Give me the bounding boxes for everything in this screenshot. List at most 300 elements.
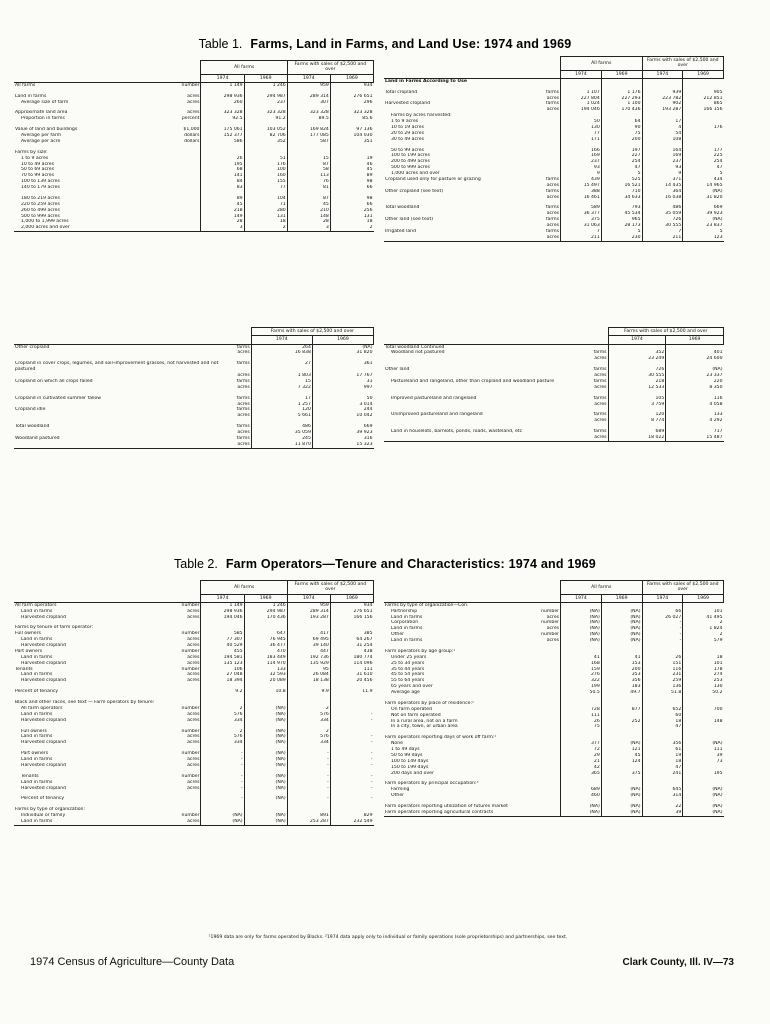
value-cell: 3 014 xyxy=(312,402,373,408)
value-cell: 227 293 xyxy=(601,96,642,102)
value-cell: 93 xyxy=(642,165,683,171)
value-cell: 231 xyxy=(642,672,683,678)
row-label: Harvested cropland xyxy=(21,678,67,684)
value-cell: 28 xyxy=(287,219,330,225)
value-cell: 168 xyxy=(561,661,602,667)
value-cell: 334 xyxy=(287,740,330,746)
value-cell: 18 xyxy=(330,219,373,225)
header-year: 1969 xyxy=(683,594,724,602)
value-cell: 388 xyxy=(561,189,602,195)
footnote: ¹1969 data are only for farms operated by Blacks. ²1974 data apply only to individual or family operations (sole proprietorships) and partnerships, see text. xyxy=(208,935,568,940)
row-label: Pastureland and rangeland, other than cropland and woodland pasture xyxy=(391,378,555,384)
value-cell: - xyxy=(330,751,373,757)
header-blank xyxy=(384,57,561,79)
value-cell: 40 529 xyxy=(201,643,244,649)
value-cell: 169 824 xyxy=(287,127,330,133)
value-cell: 334 xyxy=(201,718,244,724)
row-label: Percent of tenancy xyxy=(21,796,65,802)
row-unit: number xyxy=(181,602,200,608)
value-cell: (NA) xyxy=(244,819,287,825)
value-cell: 130 xyxy=(683,684,724,690)
value-cell: 171 xyxy=(561,137,602,143)
value-cell: 35 059 xyxy=(251,430,312,436)
value-cell: 17 xyxy=(251,396,312,402)
row-label: Farm operators by age group:¹ xyxy=(385,648,456,654)
value-cell: 34 633 xyxy=(601,195,642,201)
header-all-farms: All farms xyxy=(201,61,287,75)
value-cell: 75 xyxy=(601,131,642,137)
value-cell: 121 xyxy=(601,747,642,753)
value-cell: 64 267 xyxy=(330,637,373,643)
value-cell: 166 xyxy=(561,148,602,154)
row-label: Other land (see text) xyxy=(385,217,434,223)
value-cell: 353 xyxy=(601,672,642,678)
value-cell: 200 xyxy=(601,667,642,673)
value-cell: 183 xyxy=(601,684,642,690)
value-cell: 11.9 xyxy=(330,689,373,695)
value-cell: (NA) xyxy=(561,626,602,632)
value-cell: 877 xyxy=(601,707,642,713)
value-cell: 176 xyxy=(683,125,724,131)
row-unit: number xyxy=(181,705,200,711)
row-unit: acres xyxy=(546,95,560,101)
value-cell: 438 xyxy=(330,649,373,655)
row-label: Farms by size: xyxy=(15,149,48,155)
value-cell: 959 xyxy=(287,602,330,608)
row-label: Total woodland Continued xyxy=(385,344,445,350)
row-unit: farms xyxy=(593,350,607,356)
value-cell: 298 936 xyxy=(201,94,244,100)
value-cell: 91.2 xyxy=(244,116,287,122)
value-cell: (NA) xyxy=(601,793,642,799)
row-label: 30 to 49 acres xyxy=(391,136,425,142)
header-year: 1969 xyxy=(601,594,642,602)
value-cell: 14 435 xyxy=(642,183,683,189)
value-cell: 123 xyxy=(683,235,724,241)
value-cell: 829 xyxy=(330,813,373,819)
value-cell: 120 xyxy=(251,407,312,413)
row-label: 260 to 499 acres xyxy=(21,207,60,213)
value-cell: 170 436 xyxy=(601,107,642,113)
value-cell: 27 xyxy=(251,361,312,373)
value-cell: 133 xyxy=(244,667,287,673)
value-cell: 10.8 xyxy=(244,689,287,695)
value-cell: 31 820 xyxy=(683,195,724,201)
value-cell: 50.5 xyxy=(561,690,602,696)
table2-title: Table 2. Farm Operators—Tenure and Characteristics: 1974 and 1969 xyxy=(174,557,596,571)
row-label: Woodland not pastured xyxy=(391,350,445,356)
value-cell: 259 xyxy=(642,678,683,684)
row-label: Tenants xyxy=(15,666,33,672)
value-cell: 460 xyxy=(561,793,602,799)
row-label: 1,000 acres and over xyxy=(391,171,440,177)
value-cell: - xyxy=(330,796,373,802)
table1-left xyxy=(14,60,374,232)
row-unit: acres xyxy=(594,435,607,441)
row-label: Individual or family xyxy=(21,813,66,819)
header-year: 1974 xyxy=(287,594,330,602)
value-cell: 9 xyxy=(561,171,602,177)
value-cell: (NA) xyxy=(244,796,287,802)
value-cell: 90 xyxy=(601,125,642,131)
row-label-cell xyxy=(14,819,201,825)
value-cell: 351 xyxy=(330,139,373,145)
row-unit: acres xyxy=(187,717,200,723)
header-blank xyxy=(14,61,201,83)
row-label-cell xyxy=(384,235,561,241)
value-cell: - xyxy=(287,757,330,763)
row-label: Land in farms xyxy=(391,614,423,620)
value-cell: (NA) xyxy=(244,706,287,712)
value-cell: - xyxy=(642,638,683,644)
value-cell: 700 xyxy=(683,707,724,713)
row-label: 1 to 49 days xyxy=(391,747,420,753)
row-label: 200 to 499 acres xyxy=(391,159,430,165)
row-label: On farm operated xyxy=(391,706,432,712)
value-cell: - xyxy=(287,774,330,780)
row-unit: farms xyxy=(593,429,607,435)
value-cell: 1 803 xyxy=(251,373,312,379)
row-label: Harvested cropland xyxy=(21,614,67,620)
value-cell: - xyxy=(330,718,373,724)
value-cell: 252 xyxy=(601,719,642,725)
header-all-farms: All farms xyxy=(561,581,642,595)
value-cell: (NA) xyxy=(244,740,287,746)
value-cell: (NA) xyxy=(244,780,287,786)
row-label: All farm operators xyxy=(15,602,57,608)
value-cell: 87 xyxy=(287,162,330,168)
value-cell: 20 456 xyxy=(330,678,373,684)
value-cell: 93 xyxy=(561,165,602,171)
value-cell: (NA) xyxy=(683,189,724,195)
value-cell: (NA) xyxy=(601,632,642,638)
value-cell: 470 xyxy=(244,649,287,655)
value-cell: 106 xyxy=(201,667,244,673)
value-cell: 39 923 xyxy=(312,430,373,436)
row-label: 1 to 9 acres xyxy=(21,155,49,161)
value-cell: 210 xyxy=(287,208,330,214)
header-all-farms: All farms xyxy=(201,581,287,595)
value-cell: - xyxy=(330,712,373,718)
value-cell: 576 xyxy=(287,712,330,718)
table-row xyxy=(14,819,374,825)
value-cell: 18 xyxy=(642,759,683,765)
value-cell: - xyxy=(201,774,244,780)
value-cell: 108 xyxy=(642,137,683,143)
value-cell: 14 965 xyxy=(683,183,724,189)
value-cell: 323 328 xyxy=(201,110,244,116)
row-label: Land in farms xyxy=(21,819,53,825)
row-label: Harvested cropland xyxy=(21,643,67,649)
row-unit: acres xyxy=(187,785,200,791)
value-cell: 164 xyxy=(642,148,683,154)
value-cell: 3 xyxy=(287,225,330,231)
value-cell: 195 xyxy=(683,771,724,777)
value-cell: (NA) xyxy=(601,638,642,644)
value-cell: 18 394 xyxy=(201,678,244,684)
value-cell: 9 xyxy=(642,171,683,177)
value-cell: 60 xyxy=(642,713,683,719)
value-cell: 296 xyxy=(330,100,373,106)
row-label: Part owners xyxy=(21,751,49,757)
value-cell: 36 377 xyxy=(561,211,602,217)
value-cell: 316 xyxy=(312,436,373,442)
value-cell: 254 xyxy=(601,159,642,165)
row-label: In a city, town, or urban area xyxy=(391,724,458,730)
value-cell: 177 xyxy=(683,148,724,154)
value-cell: 111 xyxy=(683,747,724,753)
row-label: Unimproved pastureland and rangeland xyxy=(391,412,483,418)
row-unit: acres xyxy=(594,401,607,407)
value-cell: 23 837 xyxy=(683,223,724,229)
value-cell: 652 xyxy=(642,707,683,713)
row-label: Land in farms xyxy=(21,779,53,785)
value-cell: 276 xyxy=(561,672,602,678)
row-unit: acres xyxy=(546,234,560,240)
value-cell: 47 xyxy=(683,165,724,171)
value-cell: 669 xyxy=(683,205,724,211)
row-label-cell xyxy=(14,225,201,231)
value-cell: 15 xyxy=(287,156,330,162)
value-cell: - xyxy=(287,780,330,786)
value-cell: 253 287 xyxy=(287,819,330,825)
value-cell: (NA) xyxy=(561,609,602,615)
value-cell: 111 xyxy=(561,713,602,719)
value-cell: 11 870 xyxy=(251,442,312,448)
table1-right xyxy=(384,56,724,242)
row-label: Average size of farm xyxy=(21,99,69,105)
row-label-cell xyxy=(14,361,251,373)
row-unit: number xyxy=(541,620,560,626)
row-label: All farms xyxy=(15,82,36,88)
value-cell: 294 987 xyxy=(244,94,287,100)
header-sales-farms: Farms with sales of $2,500 and over xyxy=(287,581,373,595)
value-cell: 166 156 xyxy=(683,107,724,113)
value-cell: (NA) xyxy=(244,763,287,769)
value-cell: 586 xyxy=(201,139,244,145)
row-unit: farms xyxy=(236,424,250,430)
value-cell: (NA) xyxy=(244,734,287,740)
value-cell: (NA) xyxy=(561,615,602,621)
value-cell: 356 xyxy=(601,678,642,684)
row-unit: farms xyxy=(545,228,560,234)
row-label: Irrigated land xyxy=(385,228,416,234)
value-cell: 9.2 xyxy=(201,689,244,695)
value-cell: 298 936 xyxy=(201,609,244,615)
row-label: 10 to 19 acres xyxy=(391,124,425,130)
value-cell: 16 038 xyxy=(642,195,683,201)
value-cell: (NA) xyxy=(561,620,602,626)
value-cell: 274 xyxy=(683,672,724,678)
header-year: 1969 xyxy=(244,594,287,602)
value-cell: 4 058 xyxy=(666,402,724,408)
value-cell: 232 549 xyxy=(330,819,373,825)
value-cell: 375 xyxy=(561,217,602,223)
row-label: 20 to 29 acres xyxy=(391,130,425,136)
value-cell: 152 377 xyxy=(201,133,244,139)
value-cell: 1 107 xyxy=(561,90,602,96)
value-cell: 131 xyxy=(330,214,373,220)
value-cell: 934 xyxy=(330,602,373,608)
value-cell: 1 246 xyxy=(244,602,287,608)
header-sales-farms: Farms with sales of $2,500 and over xyxy=(642,581,723,595)
value-cell: 31 063 xyxy=(561,223,602,229)
table1-lower-left xyxy=(14,327,374,449)
header-year: 1974 xyxy=(287,74,330,82)
row-label: Farming xyxy=(391,787,410,793)
value-cell: 51 xyxy=(244,156,287,162)
value-cell: - xyxy=(201,780,244,786)
value-cell: 148 xyxy=(683,719,724,725)
row-unit: acres xyxy=(187,711,200,717)
value-cell: 218 xyxy=(608,379,666,385)
value-cell: (NA) xyxy=(683,787,724,793)
value-cell: 47 xyxy=(642,724,683,730)
value-cell: 16 838 xyxy=(251,350,312,356)
value-cell: 31 254 xyxy=(330,643,373,649)
row-label: Harvested cropland xyxy=(385,101,431,107)
value-cell: 645 xyxy=(642,787,683,793)
value-cell: 114 970 xyxy=(244,661,287,667)
row-label: Land in farms xyxy=(21,654,53,660)
value-cell: 66 xyxy=(330,202,373,208)
row-label: 35 to 44 years xyxy=(391,666,425,672)
value-cell: 66 xyxy=(642,609,683,615)
table-row xyxy=(384,435,724,441)
value-cell: 576 xyxy=(201,712,244,718)
value-cell: 45 xyxy=(201,202,244,208)
value-cell: 136 xyxy=(642,684,683,690)
header-year: 1974 xyxy=(251,336,312,344)
row-label: 50 to 69 acres xyxy=(21,167,55,173)
value-cell: 669 xyxy=(312,424,373,430)
value-cell: 41 xyxy=(561,655,602,661)
value-cell: (NA) xyxy=(244,751,287,757)
row-label: Farms by type of organization: xyxy=(15,807,85,813)
value-cell: (NA) xyxy=(601,609,642,615)
value-cell: 3 xyxy=(201,225,244,231)
value-cell: 20 089 xyxy=(244,678,287,684)
value-cell: 18 xyxy=(244,219,287,225)
value-cell: 104 xyxy=(244,196,287,202)
table-row xyxy=(14,442,374,448)
value-cell: 194 046 xyxy=(201,615,244,621)
value-cell: 227 804 xyxy=(561,96,602,102)
value-cell: 19 xyxy=(330,156,373,162)
row-unit: acres xyxy=(187,779,200,785)
row-label: Farm operators by place of residence:² xyxy=(385,700,474,706)
row-unit: farms xyxy=(236,407,250,413)
value-cell: 104 030 xyxy=(330,133,373,139)
row-label: 500 to 999 acres xyxy=(391,165,430,171)
row-label: 45 to 54 years xyxy=(391,672,425,678)
row-unit: acres xyxy=(594,373,607,379)
value-cell: 2 xyxy=(683,620,724,626)
header-blank xyxy=(14,581,201,603)
header-year: 1969 xyxy=(666,336,724,344)
value-cell: 149 xyxy=(201,214,244,220)
value-cell: (NA) xyxy=(561,804,602,810)
value-cell: 902 xyxy=(642,101,683,107)
table2-left xyxy=(14,580,374,826)
row-label: 70 to 99 acres xyxy=(21,173,55,179)
row-unit: farms xyxy=(593,395,607,401)
value-cell: 710 xyxy=(601,189,642,195)
value-cell: 183 449 xyxy=(244,655,287,661)
row-unit: farms xyxy=(545,101,560,107)
value-cell: 486 xyxy=(642,205,683,211)
value-cell: 576 xyxy=(287,734,330,740)
row-unit: number xyxy=(181,751,200,757)
value-cell: 26 xyxy=(642,655,683,661)
value-cell: 54 xyxy=(642,131,683,137)
row-unit: acres xyxy=(237,384,250,390)
value-cell: 141 xyxy=(201,173,244,179)
value-cell: 997 xyxy=(312,385,373,391)
row-unit: acres xyxy=(546,638,560,644)
value-cell: 124 xyxy=(601,759,642,765)
value-cell: 192 736 xyxy=(287,655,330,661)
value-cell: - xyxy=(330,734,373,740)
row-unit: acres xyxy=(594,384,607,390)
row-label: Land in farms xyxy=(21,672,53,678)
row-label: 10 to 49 acres xyxy=(21,161,55,167)
value-cell: 95 xyxy=(287,667,330,673)
value-cell: 26 027 xyxy=(642,615,683,621)
value-cell: 160 xyxy=(244,173,287,179)
row-label: 100 to 139 acres xyxy=(21,179,60,185)
value-cell: 2 xyxy=(244,225,287,231)
row-label-cell xyxy=(384,435,608,441)
row-unit: acres xyxy=(187,819,200,825)
table-row xyxy=(384,235,724,241)
header-year: 1969 xyxy=(330,594,373,602)
header-all-farms: All farms xyxy=(561,57,642,71)
header-sales-farms: Farms with sales of $2,500 and over xyxy=(251,328,373,336)
value-cell: 193 287 xyxy=(287,615,330,621)
value-cell: 307 xyxy=(287,100,330,106)
value-cell: (NA) xyxy=(683,217,724,223)
value-cell: 728 xyxy=(561,707,602,713)
value-cell: 1 149 xyxy=(201,82,244,88)
row-label: 100 to 149 days xyxy=(391,758,429,764)
row-label: Average per acre xyxy=(21,138,61,144)
row-unit: acres xyxy=(187,757,200,763)
row-label: Farms by acres harvested: xyxy=(391,113,452,119)
row-unit: number xyxy=(181,773,200,779)
row-unit: acres xyxy=(237,373,250,379)
value-cell: (NA) xyxy=(561,632,602,638)
value-cell: 64 xyxy=(601,119,642,125)
value-cell: 170 436 xyxy=(244,615,287,621)
value-cell: (NA) xyxy=(244,718,287,724)
row-label: Proportion in farms xyxy=(21,116,65,122)
value-cell: 69 495 xyxy=(287,637,330,643)
value-cell: 155 xyxy=(244,179,287,185)
value-cell: 5 xyxy=(683,229,724,235)
value-cell: 135 929 xyxy=(287,661,330,667)
table-row xyxy=(384,810,724,816)
row-unit: acres xyxy=(187,654,200,660)
value-cell: 23 249 xyxy=(608,356,666,362)
value-cell: (NA) xyxy=(244,774,287,780)
value-cell: 334 xyxy=(287,718,330,724)
row-unit: number xyxy=(181,666,200,672)
value-cell: 26 084 xyxy=(287,672,330,678)
header-year: 1969 xyxy=(330,74,373,82)
row-unit: number xyxy=(181,631,200,637)
header-sales-farms: Farms with sales of $2,500 and over xyxy=(287,61,373,75)
